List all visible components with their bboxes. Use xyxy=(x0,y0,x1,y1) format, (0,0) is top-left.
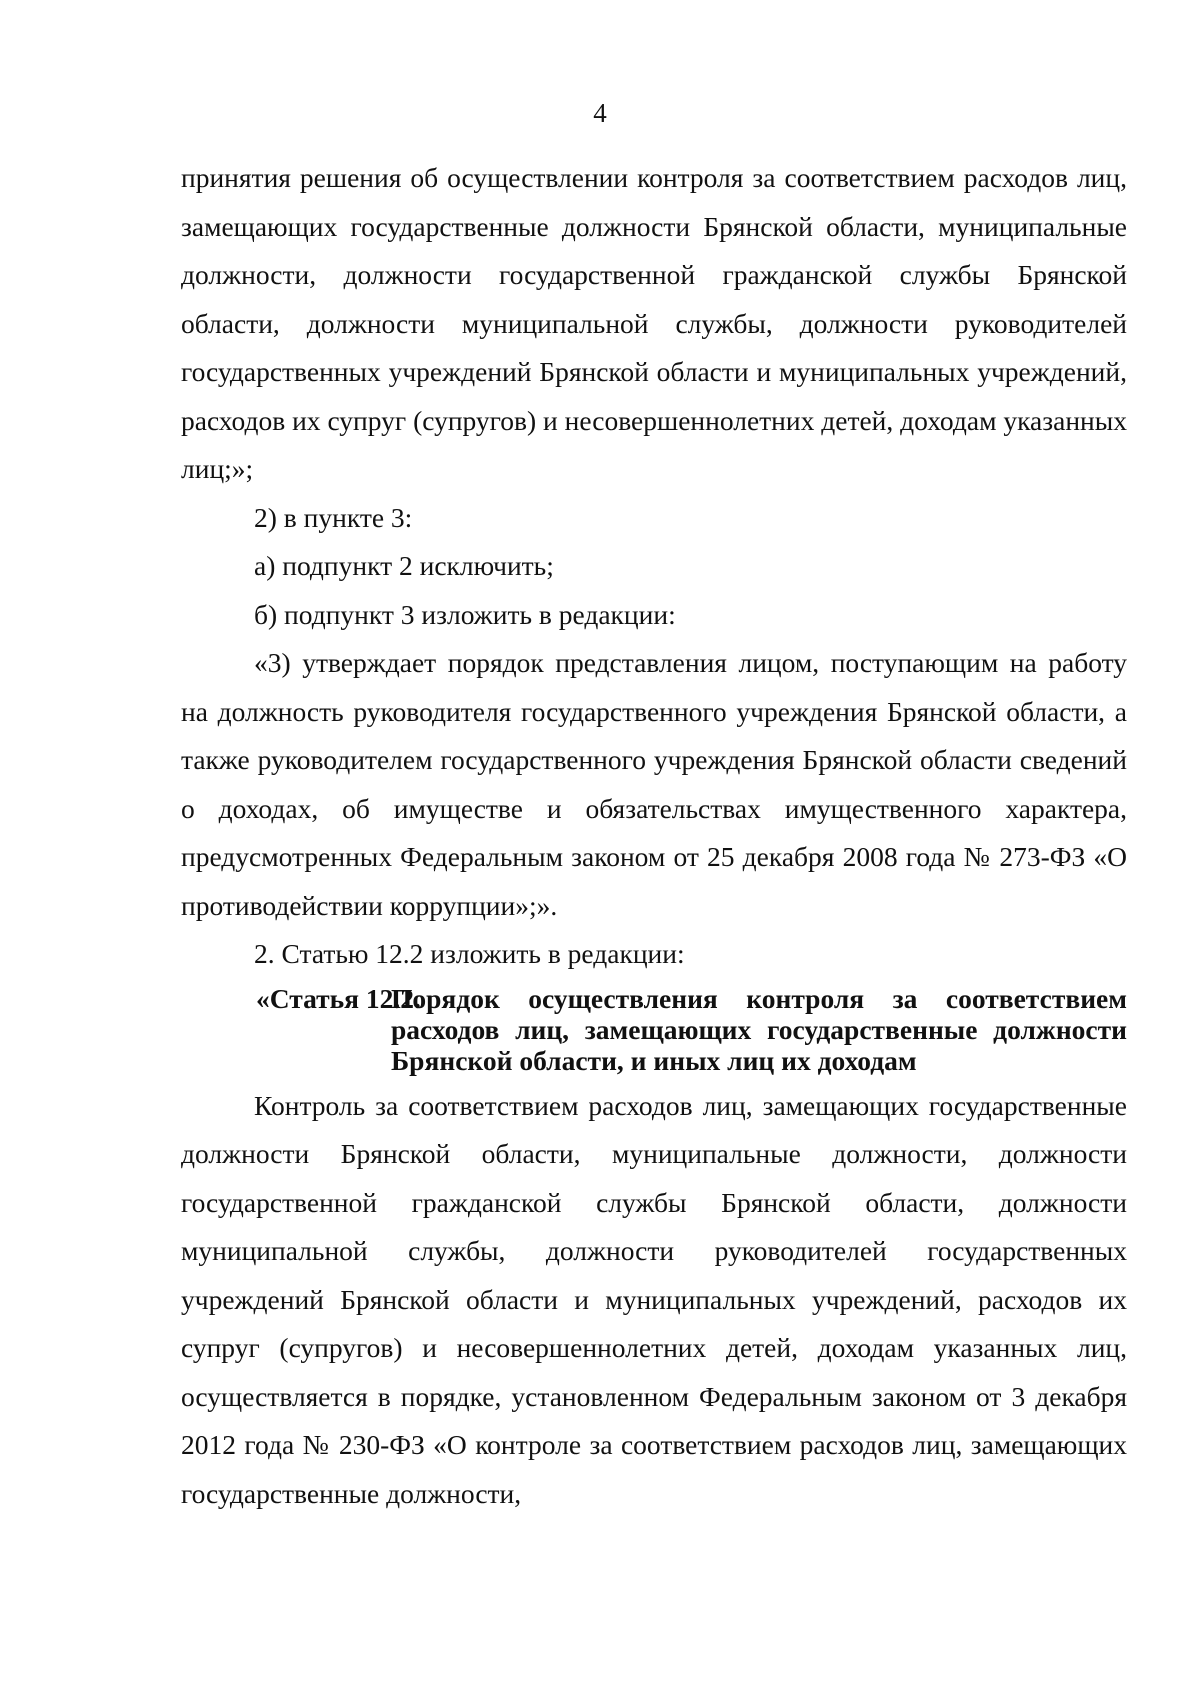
paragraph-quoted-subitem-3: «3) утверждает порядок представления лицом, поступающим на работу на должность руководителя государственного учреждения Брянской области, а также руководителем государственного учреждения Брянской области сведений о доходах, об имуществе и обязательствах имущественного характера, предусмотренных Федеральным законом от 25 декабря 2008 года № 273-ФЗ «О противодействии коррупции»;». xyxy=(181,647,1127,921)
paragraph-continuation: принятия решения об осуществлении контроля за соответствием расходов лиц, замещающих государственные должности Брянской области, муниципальные должности, должности государственной гражданской службы Брянской области, должности муниципальной службы, должности руководителей государственных учреждений Брянской области и муниципальных учреждений, расходов их супруг (супругов) и несовершеннолетних детей, доходам указанных лиц;»; xyxy=(181,162,1127,484)
paragraph-article-instruction: 2. Статью 12.2 изложить в редакции: xyxy=(254,938,685,969)
paragraph-article-body: Контроль за соответствием расходов лиц, замещающих государственные должности Брянской области, муниципальные должности, должности государственной гражданской службы Брянской области, должности муниципальной службы, должности руководителей государственных учреждений Брянской области и муниципальных учреждений, расходов их супруг (супругов) и несовершеннолетних детей, доходам указанных лиц, осуществляется в порядке, установленном Федеральным законом от 3 декабря 2012 года № 230-ФЗ «О контроле за соответствием расходов лиц, замещающих государственные должности, xyxy=(181,1089,1127,1509)
paragraph-item-2: 2) в пункте 3: xyxy=(254,501,413,533)
paragraph-subitem-b: б) подпункт 3 изложить в редакции: xyxy=(254,598,676,630)
document-body xyxy=(181,154,1127,1518)
article-heading xyxy=(181,983,1127,1076)
paragraph-subitem-a: а) подпункт 2 исключить; xyxy=(254,550,554,581)
article-title: Порядок осуществления контроля за соответствием расходов лиц, замещающих государственные должности Брянской области, и иных лиц их доходам xyxy=(391,982,1127,1076)
page-number: 4 xyxy=(593,98,607,128)
article-number: «Статья 12.2. xyxy=(256,982,421,1014)
